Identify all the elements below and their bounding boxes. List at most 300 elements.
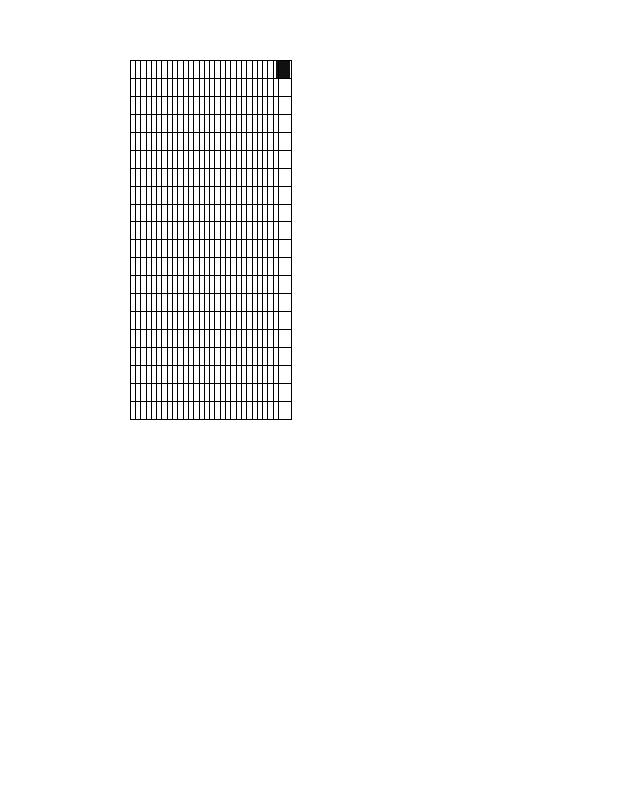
column-header: [279, 401, 292, 419]
table-cell: [236, 258, 241, 276]
table-cell: [151, 168, 156, 186]
footnotes: [116, 60, 132, 420]
table-cell: [210, 401, 215, 419]
table-cell: [204, 330, 209, 348]
table-cell: [199, 168, 204, 186]
table-cell: [135, 276, 140, 294]
table-cell: [257, 186, 262, 204]
table-cell: [151, 401, 156, 419]
table-cell: [199, 348, 204, 366]
table-cell: [188, 294, 193, 312]
table-cell: [231, 96, 236, 114]
table-cell: [204, 365, 209, 383]
table-cell: [183, 168, 188, 186]
table-cell: [199, 401, 204, 419]
table-cell: [241, 204, 246, 222]
table-cell: [231, 348, 236, 366]
table-row: [157, 61, 162, 420]
footnote-2: [124, 60, 128, 420]
table-row: [173, 61, 178, 420]
table-cell: [268, 222, 273, 240]
table-cell: [236, 204, 241, 222]
table-cell: [141, 61, 146, 79]
table-cell: [236, 294, 241, 312]
table-cell: [226, 114, 231, 132]
table-cell: [162, 168, 167, 186]
table-cell: [183, 150, 188, 168]
table-cell: [157, 258, 162, 276]
table-cell: [273, 240, 278, 258]
table-cell: [263, 78, 268, 96]
table-cell: [204, 222, 209, 240]
table-cell: [162, 222, 167, 240]
table-cell: [162, 132, 167, 150]
table-cell: [231, 258, 236, 276]
table-row: [199, 61, 204, 420]
table-cell: [273, 168, 278, 186]
table-cell: [146, 240, 151, 258]
table-cell: [215, 348, 220, 366]
table-cell: [194, 168, 199, 186]
table-cell: [268, 61, 273, 79]
table-cell: [167, 330, 172, 348]
table-cell: [263, 186, 268, 204]
table-cell: [204, 294, 209, 312]
table-cell: [231, 276, 236, 294]
table-cell: [141, 222, 146, 240]
table-cell: [135, 312, 140, 330]
table-cell: [273, 186, 278, 204]
table-cell: [231, 168, 236, 186]
table-cell: [247, 240, 252, 258]
table-header-block: [292, 60, 332, 420]
table-row: [151, 61, 156, 420]
table-cell: [263, 294, 268, 312]
table-cell: [220, 312, 225, 330]
table-cell: [178, 132, 183, 150]
table-row: [226, 61, 231, 420]
column-header: [279, 312, 292, 330]
table-cell: [236, 383, 241, 401]
table-cell: [215, 401, 220, 419]
table-cell: [146, 150, 151, 168]
table-cell: [204, 258, 209, 276]
table-cell: [146, 168, 151, 186]
table-cell: [210, 78, 215, 96]
table-cell: [135, 150, 140, 168]
table-cell: [178, 330, 183, 348]
table-cell: [188, 312, 193, 330]
table-cell: [146, 312, 151, 330]
table-cell: [215, 78, 220, 96]
table-cell: [178, 61, 183, 79]
column-header: [279, 365, 292, 383]
table-cell: [173, 204, 178, 222]
table-cell: [199, 294, 204, 312]
table-cell: [183, 78, 188, 96]
table-cell: [220, 204, 225, 222]
table-cell: [188, 348, 193, 366]
table-cell: [157, 312, 162, 330]
table-cell: [178, 204, 183, 222]
table-cell: [236, 222, 241, 240]
table-cell: [141, 186, 146, 204]
table-cell: [162, 204, 167, 222]
table-row: [146, 61, 151, 420]
table-row: [268, 61, 273, 420]
table-cell: [204, 186, 209, 204]
table-cell: [247, 294, 252, 312]
table-cell: [135, 330, 140, 348]
table-cell: [194, 365, 199, 383]
table-cell: [226, 132, 231, 150]
table-row: [194, 61, 199, 420]
table-cell: [257, 401, 262, 419]
table-cell: [257, 132, 262, 150]
table-cell: [157, 276, 162, 294]
column-header: [279, 258, 292, 276]
table-cell: [141, 114, 146, 132]
table-cell: [220, 276, 225, 294]
table-cell: [236, 240, 241, 258]
column-header: [279, 132, 292, 150]
table-cell: [226, 186, 231, 204]
table-cell: [247, 186, 252, 204]
table-cell: [173, 240, 178, 258]
table-cell: [231, 240, 236, 258]
table-cell: [257, 222, 262, 240]
table-cell: [135, 383, 140, 401]
table-cell: [257, 258, 262, 276]
table-cell: [183, 258, 188, 276]
table-cell: [231, 365, 236, 383]
table-cell: [210, 96, 215, 114]
table-cell: [188, 168, 193, 186]
table-cell: [273, 61, 278, 79]
table-cell: [273, 330, 278, 348]
column-header: [279, 186, 292, 204]
table-cell: [241, 348, 246, 366]
table-cell: [210, 168, 215, 186]
table-cell: [162, 401, 167, 419]
table-cell: [199, 186, 204, 204]
table-cell: [151, 222, 156, 240]
table-cell: [162, 276, 167, 294]
table-cell: [157, 150, 162, 168]
table-cell: [178, 150, 183, 168]
table-cell: [141, 348, 146, 366]
table-cell: [268, 258, 273, 276]
table-cell: [231, 312, 236, 330]
table-cell: [236, 132, 241, 150]
table-cell: [226, 204, 231, 222]
table-cell: [268, 150, 273, 168]
column-header: [279, 61, 292, 79]
table-cell: [241, 401, 246, 419]
table-cell: [215, 276, 220, 294]
table-cell: [151, 276, 156, 294]
table-cell: [157, 294, 162, 312]
table-cell: [188, 132, 193, 150]
table-cell: [178, 186, 183, 204]
table-cell: [247, 96, 252, 114]
table-cell: [252, 348, 257, 366]
table-cell: [167, 150, 172, 168]
table-row: [215, 61, 220, 420]
table-cell: [241, 132, 246, 150]
table-cell: [151, 383, 156, 401]
table-cell: [215, 150, 220, 168]
table-cell: [204, 204, 209, 222]
table-cell: [199, 132, 204, 150]
table-cell: [157, 222, 162, 240]
table-cell: [268, 294, 273, 312]
column-header: [279, 294, 292, 312]
table-cell: [167, 61, 172, 79]
table-cell: [241, 222, 246, 240]
table-cell: [167, 78, 172, 96]
table-cell: [162, 348, 167, 366]
table-cell: [220, 61, 225, 79]
table-row: [162, 61, 167, 420]
table-cell: [167, 348, 172, 366]
table-cell: [220, 96, 225, 114]
table-cell: [231, 204, 236, 222]
table-cell: [183, 114, 188, 132]
table-cell: [268, 78, 273, 96]
table-cell: [226, 150, 231, 168]
table-cell: [236, 186, 241, 204]
table-cell: [268, 204, 273, 222]
table-cell: [141, 150, 146, 168]
table-cell: [141, 294, 146, 312]
table-cell: [188, 78, 193, 96]
table-cell: [226, 240, 231, 258]
table-cell: [183, 383, 188, 401]
table-cell: [273, 258, 278, 276]
table-cell: [141, 401, 146, 419]
table-cell: [173, 61, 178, 79]
table-cell: [146, 96, 151, 114]
table-cell: [141, 96, 146, 114]
table-cell: [247, 348, 252, 366]
table-cell: [247, 150, 252, 168]
table-cell: [167, 222, 172, 240]
table-cell: [188, 365, 193, 383]
table-cell: [252, 186, 257, 204]
table-cell: [215, 132, 220, 150]
table-cell: [194, 186, 199, 204]
table-cell: [162, 312, 167, 330]
table-cell: [263, 222, 268, 240]
table-cell: [210, 383, 215, 401]
table-cell: [204, 401, 209, 419]
table-cell: [220, 114, 225, 132]
table-cell: [173, 186, 178, 204]
table-cell: [173, 150, 178, 168]
data-table-grid: [130, 60, 292, 420]
table-cell: [268, 276, 273, 294]
table-cell: [210, 330, 215, 348]
table-cell: [167, 132, 172, 150]
table-cell: [231, 114, 236, 132]
table-cell: [183, 240, 188, 258]
footnote-4: [116, 60, 120, 420]
table-cell: [231, 294, 236, 312]
table-cell: [151, 330, 156, 348]
table-cell: [252, 168, 257, 186]
table-cell: [183, 294, 188, 312]
table-cell: [204, 383, 209, 401]
table-cell: [173, 365, 178, 383]
table-cell: [188, 204, 193, 222]
table-cell: [204, 96, 209, 114]
table-cell: [146, 330, 151, 348]
table-cell: [151, 240, 156, 258]
table-cell: [178, 168, 183, 186]
table-cell: [146, 114, 151, 132]
table-cell: [204, 114, 209, 132]
table-cell: [268, 330, 273, 348]
table-cell: [204, 240, 209, 258]
table-cell: [188, 96, 193, 114]
table-cell: [268, 365, 273, 383]
table-cell: [210, 61, 215, 79]
table-cell: [257, 168, 262, 186]
table-cell: [194, 96, 199, 114]
table-cell: [236, 78, 241, 96]
table-row: [204, 61, 209, 420]
table-cell: [236, 330, 241, 348]
data-table: [132, 60, 292, 420]
table-cell: [257, 294, 262, 312]
table-cell: [162, 114, 167, 132]
table-cell: [183, 312, 188, 330]
table-cell: [135, 222, 140, 240]
table-cell: [257, 204, 262, 222]
table-cell: [146, 186, 151, 204]
table-cell: [252, 61, 257, 79]
table-cell: [178, 96, 183, 114]
table-cell: [194, 61, 199, 79]
table-cell: [183, 401, 188, 419]
table-cell: [194, 383, 199, 401]
table-cell: [226, 401, 231, 419]
table-cell: [194, 330, 199, 348]
table-cell: [215, 240, 220, 258]
table-cell: [146, 383, 151, 401]
table-cell: [268, 168, 273, 186]
table-cell: [183, 276, 188, 294]
table-cell: [157, 240, 162, 258]
table-header-row: [279, 61, 292, 420]
table-cell: [151, 114, 156, 132]
footnote-3: [120, 60, 124, 420]
table-cell: [252, 365, 257, 383]
table-cell: [146, 401, 151, 419]
table-cell: [162, 258, 167, 276]
table-cell: [210, 312, 215, 330]
table-cell: [204, 276, 209, 294]
table-cell: [273, 78, 278, 96]
table-cell: [210, 150, 215, 168]
table-cell: [146, 61, 151, 79]
table-cell: [215, 204, 220, 222]
table-cell: [167, 312, 172, 330]
table-cell: [167, 401, 172, 419]
table-cell: [268, 383, 273, 401]
table-cell: [157, 401, 162, 419]
column-header: [279, 222, 292, 240]
table-cell: [247, 114, 252, 132]
table-cell: [194, 348, 199, 366]
column-header: [279, 78, 292, 96]
table-cell: [194, 240, 199, 258]
table-cell: [157, 348, 162, 366]
table-cell: [220, 132, 225, 150]
table-cell: [215, 312, 220, 330]
table-cell: [247, 401, 252, 419]
table-cell: [194, 150, 199, 168]
table-cell: [252, 240, 257, 258]
table-cell: [247, 168, 252, 186]
table-cell: [252, 294, 257, 312]
table-cell: [273, 204, 278, 222]
column-header: [279, 276, 292, 294]
table-cell: [199, 150, 204, 168]
table-cell: [135, 132, 140, 150]
table-cell: [257, 365, 262, 383]
table-cell: [178, 222, 183, 240]
table-cell: [178, 240, 183, 258]
table-cell: [226, 383, 231, 401]
table-cell: [263, 276, 268, 294]
table-cell: [236, 114, 241, 132]
table-cell: [204, 132, 209, 150]
table-cell: [194, 222, 199, 240]
table-cell: [157, 61, 162, 79]
table-cell: [194, 258, 199, 276]
table-cell: [199, 78, 204, 96]
table-cell: [210, 348, 215, 366]
table-cell: [231, 330, 236, 348]
table-cell: [263, 258, 268, 276]
table-cell: [210, 365, 215, 383]
table-cell: [188, 150, 193, 168]
table-cell: [236, 96, 241, 114]
table-cell: [226, 96, 231, 114]
table-cell: [273, 383, 278, 401]
table-cell: [151, 294, 156, 312]
table-cell: [252, 312, 257, 330]
table-cell: [215, 222, 220, 240]
table-cell: [241, 114, 246, 132]
table-cell: [241, 312, 246, 330]
column-header: [279, 96, 292, 114]
table-cell: [146, 78, 151, 96]
table-row: [220, 61, 225, 420]
table-cell: [231, 222, 236, 240]
table-cell: [146, 365, 151, 383]
table-cell: [173, 294, 178, 312]
table-cell: [252, 132, 257, 150]
table-cell: [199, 312, 204, 330]
table-cell: [241, 168, 246, 186]
table-cell: [173, 401, 178, 419]
table-cell: [268, 132, 273, 150]
table-cell: [220, 294, 225, 312]
table-cell: [257, 240, 262, 258]
